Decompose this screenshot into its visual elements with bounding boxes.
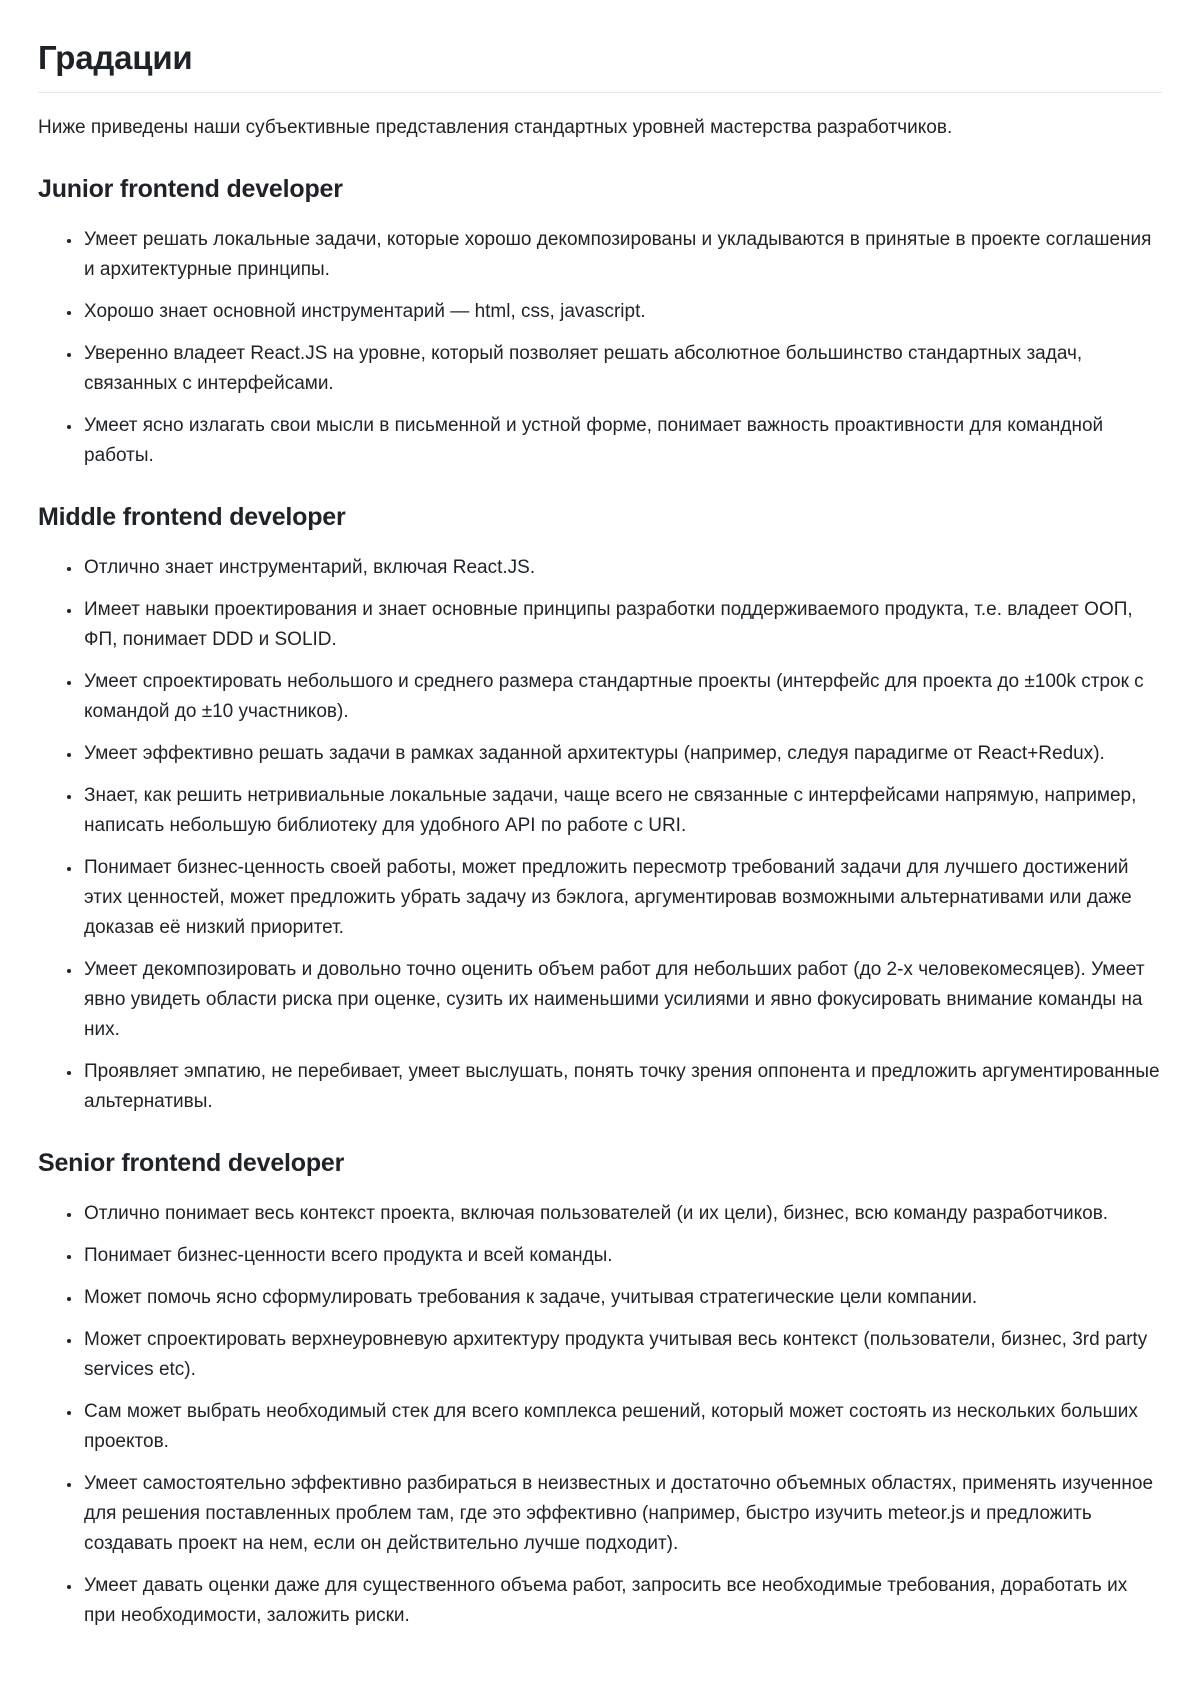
title-divider — [38, 92, 1162, 93]
list-item: • Умеет самостоятельно эффективно разбираться в неизвестных и достаточно объемных областях, применять изученное для решения поставленных проблем там, где это эффективно (например, быстро изучить meteor.js и предложить создавать проект на нем, если он действительно лучше подходит). — [82, 1469, 1162, 1559]
list-item: • Понимает бизнес-ценность своей работы, может предложить пересмотр требований задачи для лучшего достижений этих ценностей, может предложить убрать задачу из бэклога, аргументировав возможными альтернативами или даже доказав её низкий приоритет. — [82, 853, 1162, 943]
list-item: • Знает, как решить нетривиальные локальные задачи, чаще всего не связанные с интерфейсами напрямую, например, написать небольшую библиотеку для удобного API по работе с URI. — [82, 781, 1162, 841]
list-item: • Имеет навыки проектирования и знает основные принципы разработки поддерживаемого продукта, т.е. владеет ООП, ФП, понимает DDD и SOLID. — [82, 595, 1162, 655]
list-item: • Умеет решать локальные задачи, которые хорошо декомпозированы и укладываются в принятые в проекте соглашения и архитектурные принципы. — [82, 225, 1162, 285]
skill-list-senior — [38, 1199, 1162, 1631]
skill-list-middle — [38, 553, 1162, 1117]
section-heading-middle: Middle frontend developer — [38, 503, 346, 531]
page-title: Градации — [38, 39, 193, 76]
list-item: • Понимает бизнес-ценности всего продукта и всей команды. — [82, 1241, 1162, 1271]
list-item: • Умеет спроектировать небольшого и среднего размера стандартные проекты (интерфейс для проекта до ±100k строк с командой до ±10 участников). — [82, 667, 1162, 727]
list-item: • Умеет давать оценки даже для существенного объема работ, запросить все необходимые требования, доработать их при необходимости, заложить риски. — [82, 1571, 1162, 1631]
section-heading-junior: Junior frontend developer — [38, 175, 343, 203]
list-item: • Умеет ясно излагать свои мысли в письменной и устной форме, понимает важность проактивности для командной работы. — [82, 411, 1162, 471]
list-item: • Может помочь ясно сформулировать требования к задаче, учитывая стратегические цели компании. — [82, 1283, 1162, 1313]
intro-paragraph: Ниже приведены наши субъективные представления стандартных уровней мастерства разработчиков. — [38, 117, 953, 138]
list-item: • Умеет декомпозировать и довольно точно оценить объем работ для небольших работ (до 2-х человекомесяцев). Умеет явно увидеть области риска при оценке, сузить их наименьшими усилиями и явно фокусировать внимание команды на них. — [82, 955, 1162, 1045]
list-item: • Хорошо знает основной инструментарий — html, css, javascript. — [82, 297, 1162, 327]
section-heading-senior: Senior frontend developer — [38, 1149, 345, 1177]
list-item: • Сам может выбрать необходимый стек для всего комплекса решений, который может состоять из нескольких больших проектов. — [82, 1397, 1162, 1457]
list-item: • Отлично понимает весь контекст проекта, включая пользователей (и их цели), бизнес, всю команду разработчиков. — [82, 1199, 1162, 1229]
list-item: • Проявляет эмпатию, не перебивает, умеет выслушать, понять точку зрения оппонента и предложить аргументированные альтернативы. — [82, 1057, 1162, 1117]
list-item: • Уверенно владеет React.JS на уровне, который позволяет решать абсолютное большинство стандартных задач, связанных с интерфейсами. — [82, 339, 1162, 399]
section-middle — [38, 501, 1162, 1117]
list-item: • Умеет эффективно решать задачи в рамках заданной архитектуры (например, следуя парадигме от React+Redux). — [82, 739, 1162, 769]
section-junior — [38, 173, 1162, 471]
skill-list-junior — [38, 225, 1162, 471]
list-item: • Отлично знает инструментарий, включая React.JS. — [82, 553, 1162, 583]
list-item: • Может спроектировать верхнеуровневую архитектуру продукта учитывая весь контекст (пользователи, бизнес, 3rd party services etc). — [82, 1325, 1162, 1385]
section-senior — [38, 1147, 1162, 1631]
